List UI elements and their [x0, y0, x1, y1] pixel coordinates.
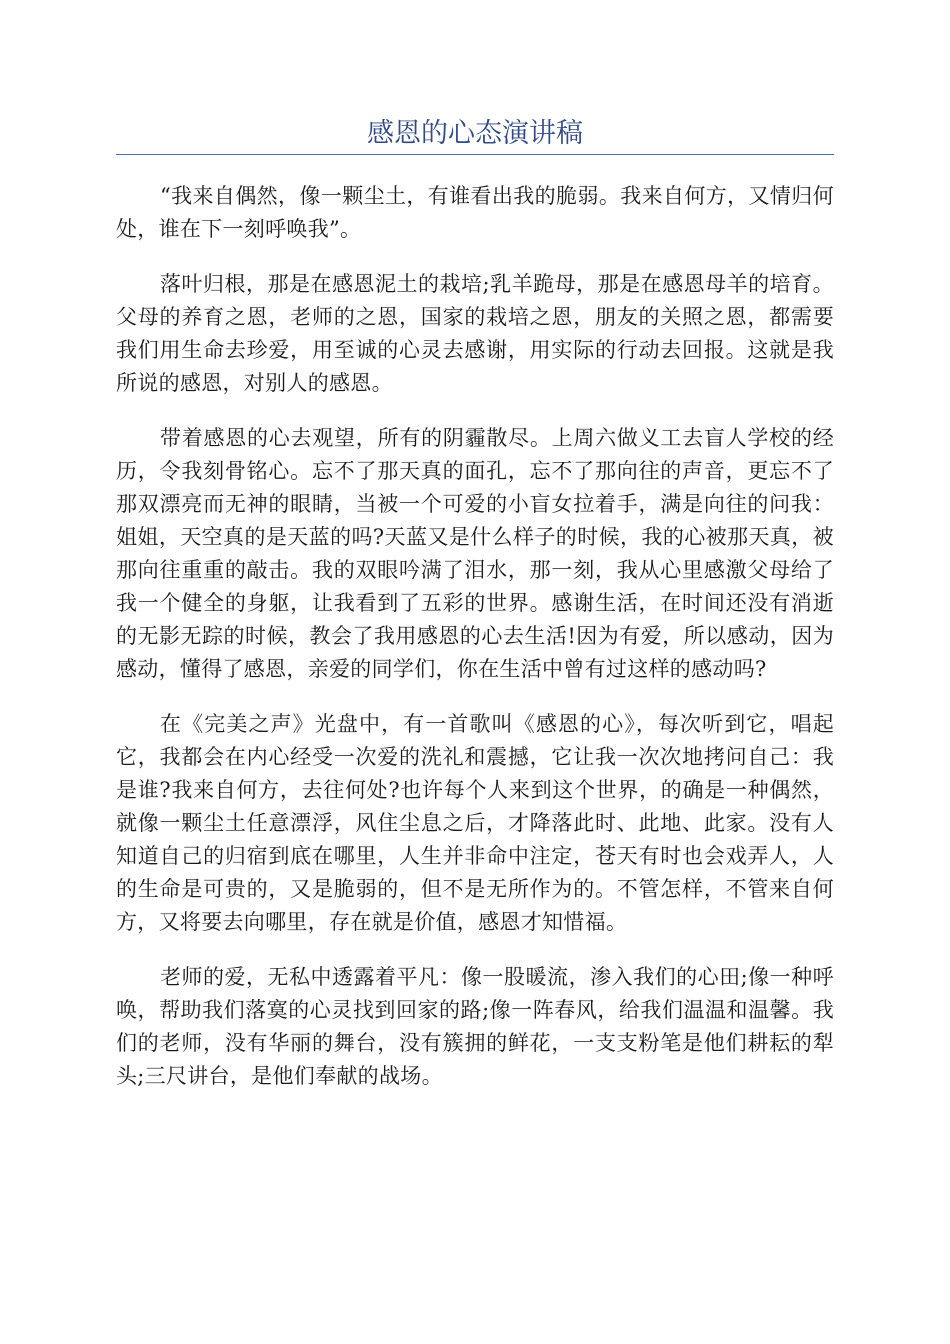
paragraph-4: 在《完美之声》光盘中，有一首歌叫《感恩的心》，每次听到它，唱起它，我都会在内心经受一次爱的洗礼和震撼，它让我一次次地拷问自己：我是谁?我来自何方，去往何处?也许每个人来到这个世界，的确是一种偶然，就像一颗尘土任意漂浮，风住尘息之后，才降落此时、此地、此家。没有人知道自己的归宿到底在哪里，人生并非命中注定，苍天有时也会戏弄人，人的生命是可贵的，又是脆弱的，但不是无所作为的。不管怎样，不管来自何方，又将要去向哪里，存在就是价值，感恩才知惜福。 — [116, 712, 834, 934]
paragraph-2: 落叶归根，那是在感恩泥土的栽培;乳羊跪母，那是在感恩母羊的培育。父母的养育之恩，老师的之恩，国家的栽培之恩，朋友的关照之恩，都需要我们用生命去珍爱，用至诚的心灵去感谢，用实际的行动去回报。这就是我所说的感恩，对别人的感恩。 — [116, 272, 834, 395]
page-title: 感恩的心态演讲稿 — [367, 118, 583, 149]
paragraph-3: 带着感恩的心去观望，所有的阴霾散尽。上周六做义工去盲人学校的经历，令我刻骨铭心。忘不了那天真的面孔，忘不了那向往的声音，更忘不了那双漂亮而无神的眼睛，当被一个可爱的小盲女拉着手，满是向往的问我：姐姐，天空真的是天蓝的吗?天蓝又是什么样子的时候，我的心被那天真，被那向往重重的敲击。我的双眼吟满了泪水，那一刻，我从心里感激父母给了我一个健全的身躯，让我看到了五彩的世界。感谢生活，在时间还没有消逝的无影无踪的时候，教会了我用感恩的心去生活!因为有爱，所以感动，因为感动，懂得了感恩，亲爱的同学们，你在生活中曾有过这样的感动吗? — [116, 426, 834, 681]
paragraph-1: “我来自偶然，像一颗尘土，有谁看出我的脆弱。我来自何方，又情归何处，谁在下一刻呼唤我”。 — [116, 184, 834, 241]
title-underline — [116, 154, 834, 155]
document-body — [116, 180, 834, 1115]
paragraph-5: 老师的爱，无私中透露着平凡：像一股暖流，渗入我们的心田;像一种呼唤，帮助我们落寞的心灵找到回家的路;像一阵春风，给我们温温和温馨。我们的老师，没有华丽的舞台，没有簇拥的鲜花，一支支粉笔是他们耕耘的犁头;三尺讲台，是他们奉献的战场。 — [116, 965, 834, 1088]
